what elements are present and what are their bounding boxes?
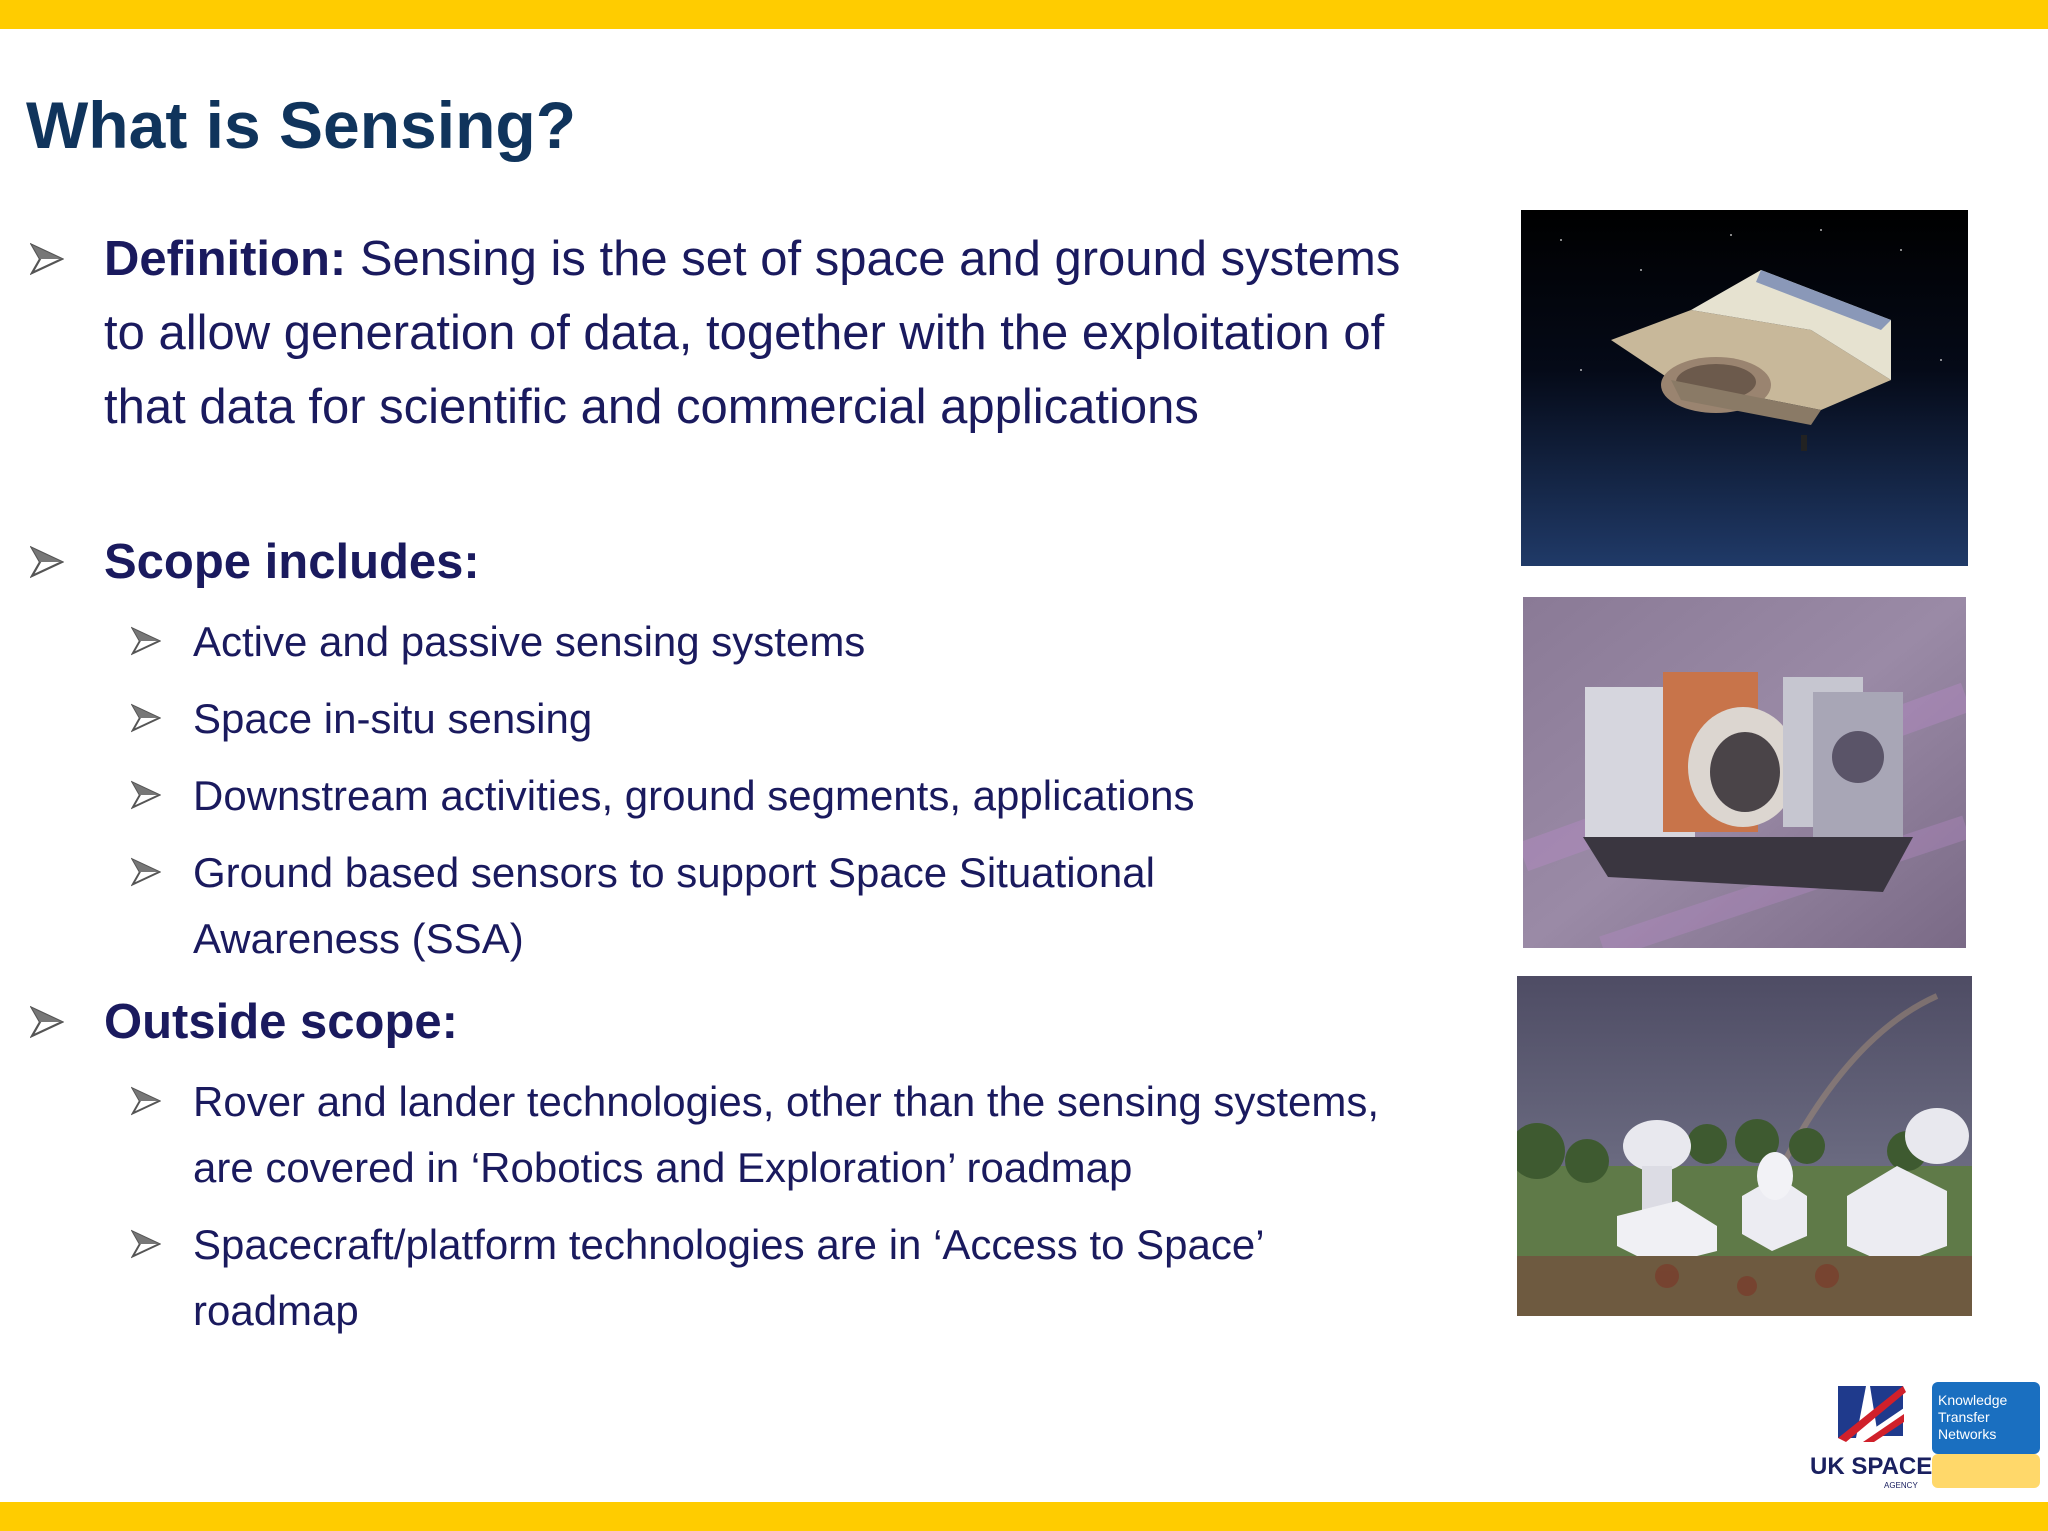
outside-scope-heading: Outside scope: (104, 995, 458, 1049)
svg-text:Knowledge: Knowledge (1938, 1392, 2008, 1408)
definition-text: Sensing is the set of space and ground systems to allow generation of data, together with the exploitation of that data for scientific and commercial applications (104, 232, 1401, 434)
arrow-bullet-icon (131, 1086, 165, 1120)
scope-heading: Scope includes: (104, 535, 480, 589)
arrow-bullet-icon (30, 1005, 64, 1039)
arrow-bullet-icon (131, 780, 165, 814)
bottom-accent-bar (0, 1502, 2048, 1531)
arrow-bullet-icon (131, 1229, 165, 1263)
arrow-bullet-icon (30, 545, 64, 579)
arrow-bullet-icon (131, 626, 165, 660)
arrow-bullet-icon (131, 703, 165, 737)
arrow-bullet-icon (131, 857, 165, 891)
definition-label: Definition: (104, 232, 347, 286)
svg-text:AGENCY: AGENCY (1884, 1481, 1918, 1490)
arrow-bullet-icon (30, 242, 64, 276)
uk-space-agency-logo (1808, 1378, 2044, 1490)
ground-station-photo (1517, 976, 1972, 1316)
top-accent-bar (0, 0, 2048, 29)
svg-text:UK SPACE: UK SPACE (1810, 1453, 1933, 1480)
slide-title: What is Sensing? (26, 88, 577, 162)
svg-text:Transfer: Transfer (1938, 1409, 1990, 1425)
instrument-photo (1523, 597, 1966, 948)
satellite-photo (1521, 210, 1968, 566)
svg-text:Networks: Networks (1938, 1426, 1997, 1442)
logo-group (1808, 1378, 2044, 1490)
definition-paragraph (104, 222, 1434, 444)
